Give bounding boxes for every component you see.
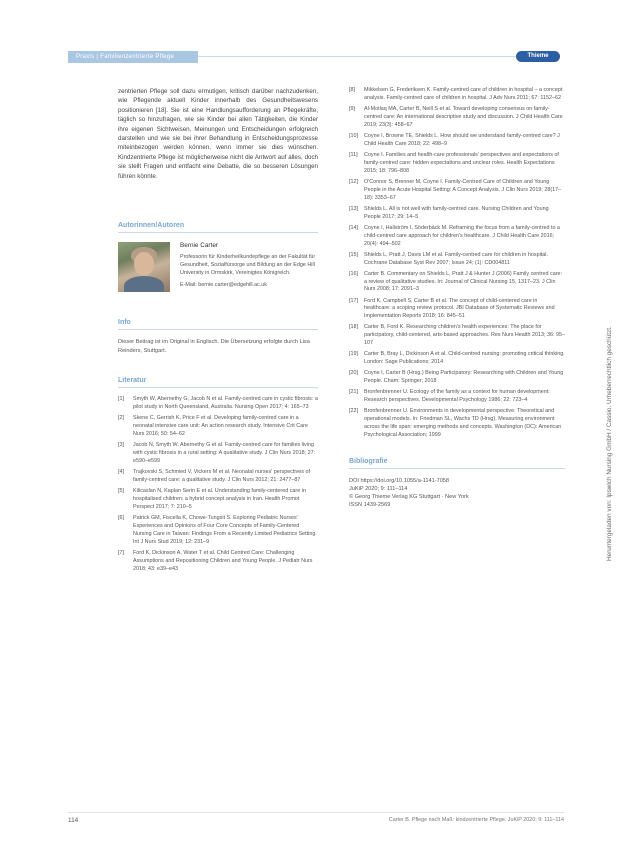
header-rule xyxy=(198,56,516,57)
section-label: Praxis | Familienzentrierte Pflege xyxy=(68,51,198,63)
download-notice: Heruntergeladen von: Ipswich Nursing GmbH / Cassio. Urheberrechtlich geschützt. xyxy=(606,326,613,562)
reference-item: [19] Carter B, Bray L, Dickinson A et al. Child-centred nursing: promoting critical thinking. London: Sage Publications; 2014 xyxy=(349,351,565,366)
right-column xyxy=(349,87,565,509)
reference-item: [1] Smyth W, Abernethy G, Jacob N et al. Family-centred care in cystic fibrosis: a pilot study in North Queensland, Australia. Nursing Open 2017; 4: 165–73 xyxy=(118,396,318,411)
author-rule xyxy=(118,232,318,233)
reference-item: [21] Bronfenbrenner U. Ecology of the family as a context for human development: Research perspectives. Developmental Psychology 1986; 22: 723–4 xyxy=(349,389,550,404)
literature-section xyxy=(118,377,318,573)
reference-item: [22] Bronfenbrenner U. Environments in developmental perspective: Theoretical and operational models. In: Friedman SL, Wachs TD (Hrsg). Measuring environment across the life span: emerging methods and concepts. Washington (DC): American Psychological Association; 1999 xyxy=(349,408,562,439)
author-heading: Autorinnen/Autoren xyxy=(118,222,185,230)
bibliography-doi[interactable]: DOI https://doi.org/10.1055/a-1141-7058 xyxy=(349,477,450,484)
reference-item: [11] Coyne I. Families and health-care professionals' perspectives and expectations of family-centred care: hidden expectations and unclear roles. Health Expectations 2015; 18: 796–808 xyxy=(349,151,559,174)
reference-item: [12] O'Connor S, Brenner M, Coyne I. Family-Centred Care of Children and Young People in the Acute Hospital Setting: A Concept Analysis. J Clin Nurs 2019; 28(17–18): 3353–67 xyxy=(349,178,562,201)
info-text: Dieser Beitrag ist im Original in Englisch. Die Übersetzung erfolgte durch Lisa Reinders, Stuttgart. xyxy=(118,339,310,354)
literature-rule xyxy=(118,387,318,388)
author-affiliation: Professorin für Kinderheilkundepflege an der Fakultät für Gesundheit, Sozialfürsorge und Bildung an der Edge Hill University in Ormskirk, Vereinigtes Königreich. xyxy=(180,254,316,277)
bibliography-rule xyxy=(349,468,565,469)
footer-rule xyxy=(68,812,564,813)
info-section xyxy=(118,319,318,355)
author-email[interactable]: E-Mail: bernie.carter@edgehill.ac.uk xyxy=(180,281,267,288)
literature-heading: Literatur xyxy=(118,377,147,385)
bibliography-copyright: © Georg Thieme Verlag KG Stuttgart · New York xyxy=(349,493,469,500)
reference-list-right xyxy=(349,87,565,440)
info-rule xyxy=(118,329,318,330)
reference-item: [18] Carter B, Ford K. Researching children's health experiences: The place for participatory, child-centered, arts-based approaches. Res Nurs Health 2013; 36: 95–107 xyxy=(349,324,565,347)
reference-item: [2] Skene C, Gerrish K, Price F et al. Developing family-centred care in a neonatal intensive care unit: An action research study. Intensive Crit Care Nurs 2016; 50: 54–62 xyxy=(118,415,308,438)
reference-item: [20] Coyne I, Carter B (Hrsg.) Being Participatory: Researching with Children and Young People. Cham: Springer; 2018 xyxy=(349,370,564,385)
reference-item: [10] Coyne I, Browne TE, Shields L. How should we understand family-centred care? J Child Health Care 2018; 22: 498–9 xyxy=(349,132,560,147)
footer-citation: Carter B. Pflege nach Maß: kindzentrierte Pflege. JuKiP 2020; 9: 111–114 xyxy=(388,817,564,823)
reference-list-left xyxy=(118,396,318,573)
author-block xyxy=(118,242,318,312)
publisher-logo: Thieme xyxy=(516,51,560,62)
reference-item: [15] Shields L, Pratt J, Davis LM et al. Family-centred care for children in hospital. Cochrane Database Syst Rev 2007; Issue 24; (1): CD004811 xyxy=(349,251,548,266)
reference-item: [5] Kilicaslan N, Kaplan Serin E et al. Understanding family-centered care in hospitalised children: a hybrid concept analysis in Iran. Health Promot Perspect 2017; 7: 210–5 xyxy=(118,488,306,510)
author-section xyxy=(118,222,318,312)
reference-item: [17] Ford K, Campbell S, Carter B et al. The concept of child-centered care in healthcare: a scoping review protocol. JBI Database of Systematic Reviews and Implementation Reports 2018; 16: 845–51 xyxy=(349,297,555,320)
reference-item: [6] Patrick GM, Fiscella K, Chowe-Tungsit S. Exploring Pediatric Nurses' Experiences and Opinions of Four Core Concepts of Family-Centered Nursing Care in Taiwan: Findings From a Recently Limited Pediatrics Setting. Int J Nurs Stud 2019; 12: 231–9 xyxy=(118,514,317,545)
reference-item: [14] Coyne I, Hallström I, Söderbäck M. Reframing the focus from a family-centred to a child-centred care approach for children's healthcare. J Child Health Care 2016; 20(4): 494–502 xyxy=(349,224,560,247)
reference-item: [3] Jacob N, Smyth W, Abernethy G et al. Family-centred care for families living with cystic fibrosis in a rural setting: A qualitative study. J Clin Nurs 2018; 27: e590–e599 xyxy=(118,442,316,464)
bibliography-journal: JuKiP 2020; 9: 111–114 xyxy=(349,485,408,492)
bibliography-issn: ISSN 1439-2569 xyxy=(349,501,391,508)
bibliography-heading: Bibliografie xyxy=(349,457,388,465)
left-column xyxy=(118,87,318,577)
page-number: 114 xyxy=(68,817,79,824)
author-name: Bernie Carter xyxy=(180,242,219,250)
reference-item: [4] Trajkovski S, Schmied V, Vickers M et al. Neonatal nurses' perspectives of family-centred care: a qualitative study. J Clin Nurs 2012; 21: 2477–87 xyxy=(118,469,310,483)
body-text: zentrierten Pflege soll dazu ermutigen, kritisch darüber nachzudenken, wie Pflegende aktuell Kinder innerhalb des Gesundheitswesens positionieren [18]. Sie ist eine Handlungsaufforderung an Pflegekräfte, täglich so hinzufragen, wie sie Kinder bei allen Tätigkeiten, die Kinder ihre eigenen Sichtweisen, Meinungen und Entscheidungen erfolgreich darstellen und wie sie bei ihrer Behandlung in Entscheidungsprozesse miteinbezogen werden können, wenn immer sie dies wünschen. Kindzentrierte Pflege ist möglicherweise nicht die Antwort auf alles, doch sie stellt Fragen und entfacht eine Debatte, die so besseren Lösungen führen könnte. xyxy=(118,88,318,180)
bibliography-section xyxy=(349,458,565,509)
reference-item: [13] Shields L. All is not well with family-centred care. Nursing Children and Young People 2017; 29: 14–5 xyxy=(349,205,549,220)
reference-item: [16] Carter B. Commentary on Shields L, Pratt J & Hunter J (2006) Family centred care: a review of qualitative studies. In: Journal of Clinical Nursing 15, 1317–23. J Clin Nurs 2008; 17: 2091–3 xyxy=(349,270,563,293)
reference-item: [7] Ford K, Dickinson A, Water T et al. Child Centred Care: Challenging Assumptions and Repositioning Children and Young People. J Pediatr Nurs 2018; 43: e39–e43 xyxy=(118,549,313,572)
reference-item: [8] Mikkelsen G, Frederiksen K. Family-centred care of children in hospital – a concept analysis. Family-centred care of children in hospital. J Adv Nurs 2011; 67: 1152–62 xyxy=(349,87,563,101)
author-info xyxy=(180,242,320,288)
reference-item: [9] Al-Motlaq MA, Carter B, Neill S et al. Toward developing consensus on family-centred care: An international descriptive study and discussion. J Child Health Care 2019; 23(3): 458–67 xyxy=(349,106,563,128)
info-heading: Info xyxy=(118,319,131,327)
author-photo xyxy=(118,242,170,292)
